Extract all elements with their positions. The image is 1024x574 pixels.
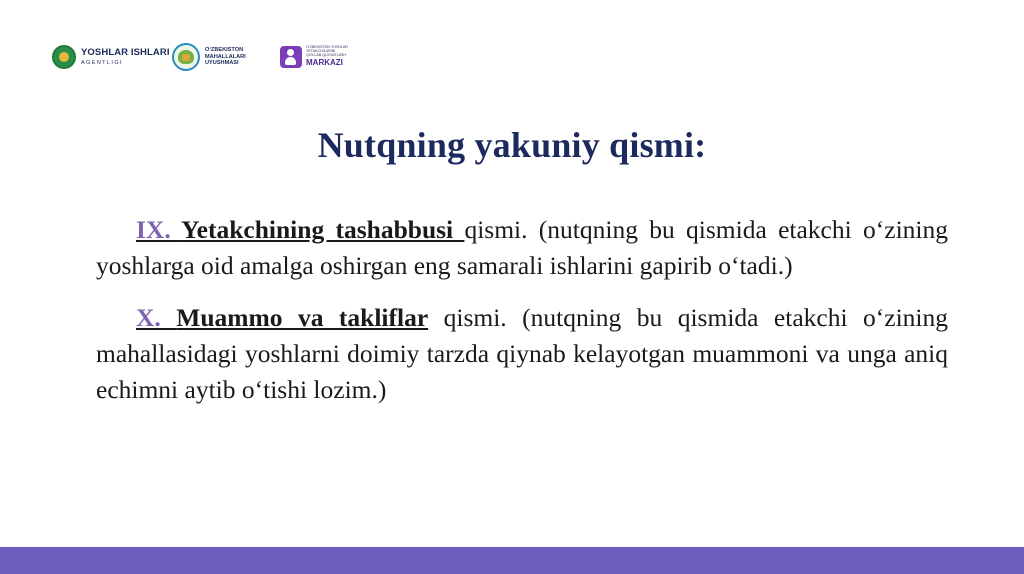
mahallalari-uyushmasi-logo	[172, 40, 272, 74]
logo-3-line-3: QO‘LLAB-QUVVATLASH	[306, 53, 347, 58]
logo-2-line-3: UYUSHMASI	[205, 60, 239, 67]
paragraph-ix	[96, 212, 948, 284]
yoshlar-ishlari-agentligi-logo	[52, 40, 170, 74]
partner-logos	[52, 40, 370, 74]
logo-2-line-1: O‘ZBEKISTON	[205, 46, 244, 53]
slide-body	[96, 212, 948, 408]
logo-3-line-1: O‘ZBEKISTON YOSHLAR	[306, 45, 349, 50]
logo-3-line-2: YETAKCHILARINI	[306, 49, 336, 54]
mahalla-emblem-icon	[172, 43, 200, 71]
section-keyword: Yetakchining tashabbusi	[181, 215, 465, 244]
section-number: IX.	[136, 215, 182, 244]
section-number: X.	[136, 303, 177, 332]
logo-1-line-2: AGENTLIGI	[81, 59, 123, 66]
logo-1-line-1: YOSHLAR ISHLARI	[81, 47, 170, 58]
person-emblem-icon	[280, 46, 302, 68]
footer-band	[0, 547, 1024, 574]
state-emblem-icon	[52, 45, 76, 69]
logo-2-line-2: MAHALLALARI	[205, 53, 246, 60]
section-text: qismi. (nutqning bu qismida etakchi o‘zining mahallasidagi yoshlarni doimiy tarzda qiynab kelayotgan muammoni va unga aniq echimni aytib o‘tishi lozim.)	[96, 303, 948, 404]
section-keyword: Muammo va takliflar	[176, 303, 429, 332]
logo-3-line-4: MARKAZI	[306, 58, 343, 68]
yetakchilar-markazi-logo	[280, 40, 370, 74]
slide-title: Nutqning yakuniy qismi:	[317, 125, 707, 165]
paragraph-x	[96, 300, 948, 408]
section-text: qismi. (nutqning bu qismida etakchi o‘zining yoshlarga oid amalga oshirgan eng samarali ishlarini gapirib o‘tadi.)	[96, 215, 948, 280]
